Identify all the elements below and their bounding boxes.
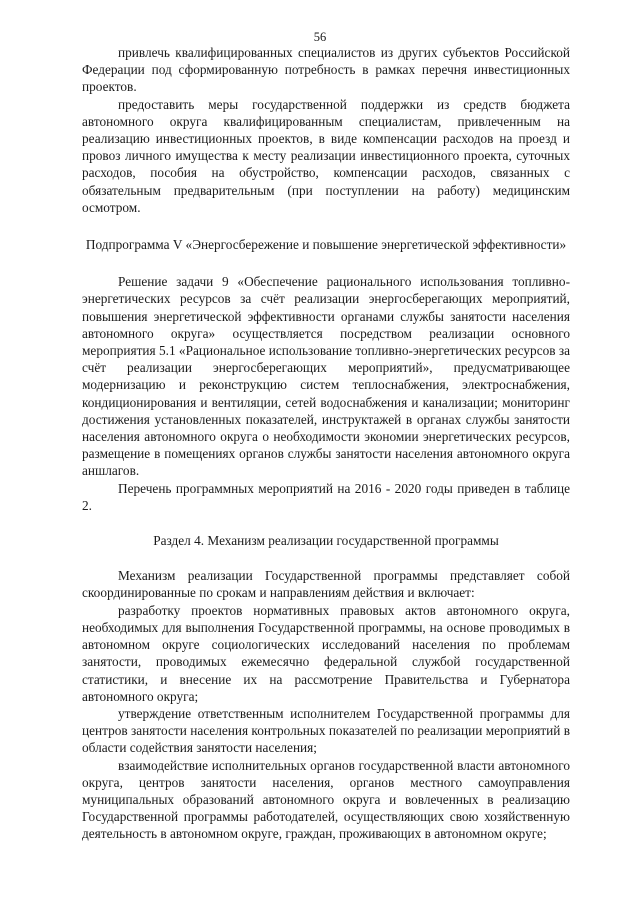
spacer — [82, 549, 570, 567]
section-heading: Подпрограмма V «Энергосбережение и повышение энергетической эффективности» — [85, 237, 567, 253]
paragraph: привлечь квалифицированных специалистов из других субъектов Российской Федерации под сформированную потребность в рамках перечня инвестиционных проектов. — [82, 45, 570, 95]
document-body — [82, 44, 570, 843]
paragraph: разработку проектов нормативных правовых актов автономного округа, необходимых для выполнения Государственной программы, на основе проводимых в автономном округе социологических исследований населения по проблемам занятости, проводимых ежемесячно федеральной службой государственной статистики, и внесение их на рассмотрение Правительства и Губернатора автономного округа; — [82, 602, 570, 704]
page-number: 56 — [313, 30, 327, 44]
spacer — [82, 514, 570, 532]
paragraph: Механизм реализации Государственной программы представляет собой скоординированные по срокам и направлениям действия и включает: — [82, 568, 570, 601]
paragraph: предоставить меры государственной поддержки из средств бюджета автономного округа квалифицированным специалистам, привлеченным на реализацию инвестиционных проектов, в виде компенсации расходов на проезд и провоз личного имущества к месту реализации инвестиционного проекта, суточных расходов, пособия на обустройство, компенсации расходов, связанных с обязательным предварительным (при поступлении на работу) медицинским осмотром. — [82, 96, 570, 215]
paragraph: Перечень программных мероприятий на 2016 - 2020 годы приведен в таблице 2. — [82, 480, 570, 513]
section-heading: Раздел 4. Механизм реализации государственной программы — [153, 533, 499, 549]
paragraph: Решение задачи 9 «Обеспечение рационального использования топливно-энергетических ресурсов за счёт реализации энергосберегающих мероприятий, повышения энергетической эффективности органами службы занятости населения автономного округа» осуществляется посредством реализации основного мероприятия 5.1 «Рациональное использование топливно-энергетических ресурсов за счёт реализации энергосберегающих мероприятий», предусматривающее модернизацию и реконструкцию систем теплоснабжения, электроснабжения, кондиционирования и вентиляции, сетей водоснабжения и канализации; мониторинг достижения установленных показателей, инструктажей в органах службы занятости населения автономного округа о необходимости экономии энергетических ресурсов, размещение в помещениях органов службы занятости населения автономного округа аншлагов. — [82, 274, 571, 479]
spacer — [82, 216, 570, 236]
spacer — [82, 253, 570, 273]
paragraph: утверждение ответственным исполнителем Государственной программы для центров занятости населения контрольных показателей по реализации мероприятий в области содействия занятости населения; — [82, 705, 570, 756]
paragraph: взаимодействие исполнительных органов государственной власти автономного округа, центров занятости населения, органов местного самоуправления муниципальных образований автономного округа и вовлеченных в реализацию Государственной программы работодателей, осуществляющих свою хозяйственную деятельность в автономном округе, граждан, проживающих в автономном округе; — [82, 757, 570, 842]
